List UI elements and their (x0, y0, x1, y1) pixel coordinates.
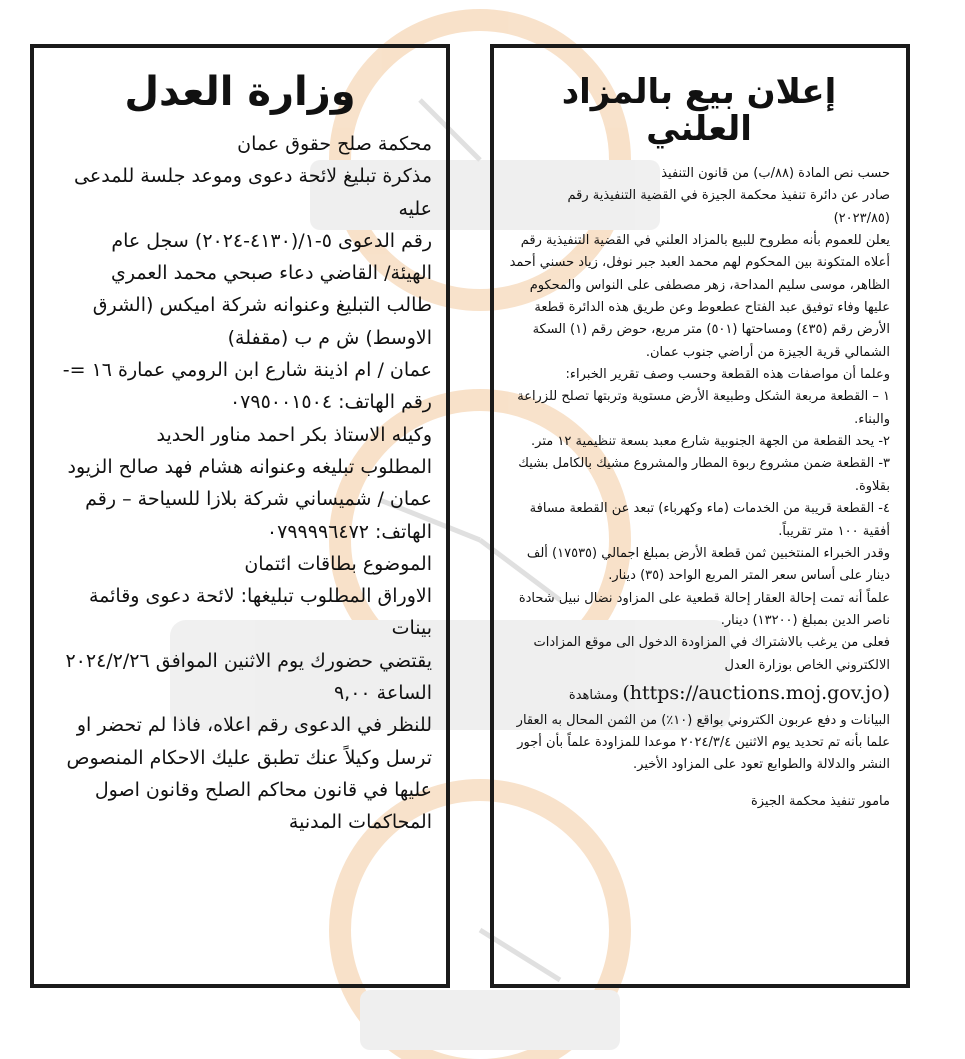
auction-closing: البيانات و دفع عربون الكتروني بواقع (١٠٪) من الثمن المحال به العقار علما بأنه تم تحديد يوم الاثنين ٢٠٢٤/٣/٤ موعدا للمزاودة علماً بأن أجور النشر والدلالة والطوابع تعود على المزاود الأخير. (516, 712, 890, 773)
notice-line: مذكرة تبليغ لائحة دعوى وموعد جلسة للمدعى عليه (74, 165, 432, 220)
auction-paragraph: ٢- يحد القطعة من الجهة الجنوبية شارع معبد بسعة تنظيمية ١٢ متر. (531, 434, 890, 450)
auction-paragraph: ٣- القطعة ضمن مشروع ربوة المطار والمشروع مشيك بالكامل بشيك بقلاوة. (518, 456, 890, 494)
notice-line: للنظر في الدعوى رقم اعلاه، فاذا لم تحضر او ترسل وكيلاً عنك تطبق عليك الاحكام المنصوص عليها في قانون محاكم الصلح وقانون اصول المحاكمات المدنية (66, 714, 432, 834)
notice-line: وكيله الاستاذ بكر احمد مناور الحديد (156, 423, 432, 446)
auction-paragraph: ٤- القطعة قريبة من الخدمات (ماء وكهرباء) تبعد عن القطعة مسافة أفقية ١٠٠ متر تقريباً. (529, 501, 890, 539)
notice-line: عمان / شميساني شركة بلازا للسياحة – رقم الهاتف: ٠٧٩٩٩٩٦٤٧٢ (85, 488, 432, 543)
notice-line: الهيئة/ القاضي دعاء صبحي محمد العمري (111, 262, 432, 285)
notice-title: وزارة العدل (124, 69, 356, 115)
auction-paragraph: يعلن للعموم بأنه مطروح للبيع بالمزاد العلني في القضية التنفيذية رقم أعلاه المتكونة بين المحكوم لهم محمد العبد جبر نوفل، زياد حسني أحمد الظاهر، موسى سليم المداحة، زهر مصطفى على النواس والمحكوم عليها وفاء توفيق عبد الفتاح عطعوط وعن طريق هذه الدائرة قطعة الأرض رقم (٤٣٥) ومساحتها (٥٠١) متر مربع، حوض رقم (١) السكة الشمالي قرية الجيزة من أراضي جنوب عمان. (509, 232, 890, 360)
auction-paragraph: علماً أنه تمت إحالة العقار إحالة قطعية على المزاود نضال نبيل شحادة ناصر الدين بمبلغ (١٣٢٠٠) دينار. (518, 590, 890, 628)
auction-body (508, 163, 890, 677)
notice-line: الاوراق المطلوب تبليغها: لائحة دعوى وقائمة بينات (88, 585, 432, 640)
auction-website-link[interactable]: (https://auctions.moj.gov.jo) (622, 682, 890, 705)
auction-title: إعلان بيع بالمزاد العلني (561, 72, 837, 150)
notice-line: محكمة صلح حقوق عمان (237, 133, 432, 155)
signature: مامور تنفيذ محكمة الجيزة (750, 793, 890, 809)
auction-website-suffix: ومشاهدة (568, 688, 619, 704)
auction-website-line (508, 677, 890, 710)
auction-paragraph: وقدر الخبراء المنتخبين ثمن قطعة الأرض بمبلغ اجمالي (١٧٥٣٥) ألف دينار على أساس سعر المتر المربع الواحد (٣٥) دينار. (526, 545, 890, 584)
notice-line: رقم الدعوى ٥-١/(٤١٣٠-٢٠٢٤) سجل عام (111, 229, 432, 252)
auction-paragraph: وعلما أن مواصفات هذه القطعة وحسب وصف تقرير الخبراء: (565, 367, 890, 383)
notice-line: طالب التبليغ وعنوانه شركة اميكس (الشرق الاوسط) ش م ب (مقفلة) (92, 294, 432, 349)
notice-line: المطلوب تبليغه وعنوانه هشام فهد صالح الزيود (67, 455, 432, 478)
notice-body (48, 128, 432, 839)
auction-paragraph: حسب نص المادة (٨٨/ب) من قانون التنفيذ (661, 165, 890, 181)
auction-paragraph: صادر عن دائرة تنفيذ محكمة الجيزة في القضية التنفيذية رقم (٢٠٢٣/٨٥) (567, 188, 890, 226)
auction-paragraph: ١ – القطعة مربعة الشكل وطبيعة الأرض مستوية وتربتها تصلح للزراعة والبناء. (517, 389, 890, 427)
notice-line: يقتضي حضورك يوم الاثنين الموافق ٢٠٢٤/٢/٢٦ الساعة ٩,٠٠ (65, 649, 432, 705)
public-auction-notice (490, 44, 910, 988)
notice-line: الموضوع بطاقات ائتمان (244, 552, 432, 575)
justice-ministry-notice (30, 44, 450, 988)
auction-paragraph: فعلى من يرغب بالاشتراك في المزاودة الدخول الى موقع المزادات الالكتروني الخاص بوزارة العدل (533, 635, 890, 673)
notice-line: عمان / ام اذينة شارع ابن الرومي عمارة ١٦ =- رقم الهاتف: ٠٧٩٥٠٠١٥٠٤ (62, 359, 432, 414)
